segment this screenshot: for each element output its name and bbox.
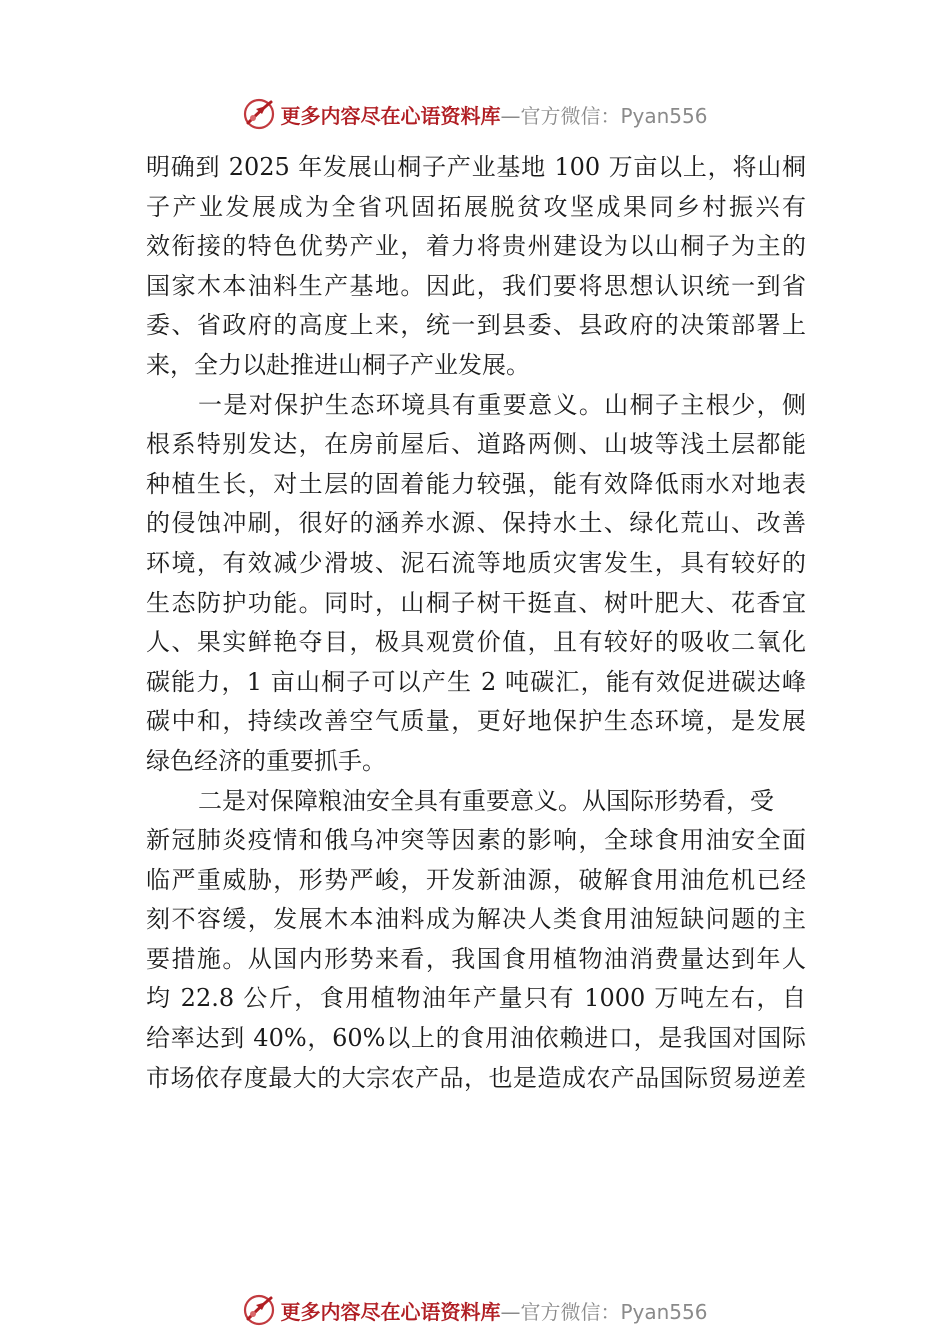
text-line: 明确到 2025 年发展山桐子产业基地 100 万亩以上，将山桐 [146,153,806,181]
text-line: 均 22.8 公斤，食用植物油年产量只有 1000 万吨左右，自 [146,984,806,1013]
text-line: 刻不容缓，发展木本油料成为解决人类食用油短缺问题的主 [146,905,806,934]
text-line: 生态防护功能。同时，山桐子树干挺直、树叶肥大、花香宜 [146,588,806,617]
text-line: 子产业发展成为全省巩固拓展脱贫攻坚成果同乡村振兴有 [146,192,806,221]
text-line: 碳能力，1 亩山桐子可以产生 2 吨碳汇，能有效促进碳达峰 [146,667,806,696]
text-line: 委、省政府的高度上来，统一到县委、县政府的决策部署上 [146,311,806,340]
text-line: 临严重威胁，形势严峻，开发新油源，破解食用油危机已经 [146,865,806,894]
header-banner [0,94,950,134]
banner-wechat: —官方微信：Pyan556 [500,1299,708,1324]
paragraph-start: 一是对保护生态环境具有重要意义。山桐子主根少，侧 [198,390,806,419]
banner-wechat: —官方微信：Pyan556 [500,103,708,128]
text-line: 的侵蚀冲刷，很好的涵养水源、保持水土、绿化荒山、改善 [146,509,806,538]
text-line: 人、果实鲜艳夺目，极具观赏价值，且有较好的吸收二氧化 [146,628,806,657]
text-line: 环境，有效减少滑坡、泥石流等地质灾害发生，具有较好的 [146,548,806,577]
text-line: 效衔接的特色优势产业，着力将贵州建设为以山桐子为主的 [146,232,806,261]
text-line: 根系特别发达，在房前屋后、道路两侧、山坡等浅土层都能 [146,430,806,459]
document-body [146,148,806,1098]
paragraph-start: 二是对保障粮油安全具有重要意义。从国际形势看，受 [198,786,774,815]
text-line: 绿色经济的重要抓手。 [146,746,386,775]
text-line: 碳中和，持续改善空气质量，更好地保护生态环境，是发展 [146,707,806,736]
text-line: 国家木本油料生产基地。因此，我们要将思想认识统一到省 [146,271,806,300]
text-line: 要措施。从国内形势来看，我国食用植物油消费量达到年人 [146,944,806,973]
text-line: 新冠肺炎疫情和俄乌冲突等因素的影响，全球食用油安全面 [146,826,806,855]
text-line: 市场依存度最大的大宗农产品，也是造成农产品国际贸易逆差 [146,1063,806,1092]
footer-banner [0,1290,950,1330]
text-line: 种植生长，对土层的固着能力较强，能有效降低雨水对地表 [146,469,806,498]
banner-title: 更多内容尽在心语资料库 [280,1299,501,1324]
pen-logo-icon [242,97,276,131]
text-line: 给率达到 40%，60%以上的食用油依赖进口，是我国对国际 [146,1024,806,1053]
banner-title: 更多内容尽在心语资料库 [280,103,501,128]
text-line: 来，全力以赴推进山桐子产业发展。 [146,350,530,379]
pen-logo-icon [242,1293,276,1327]
